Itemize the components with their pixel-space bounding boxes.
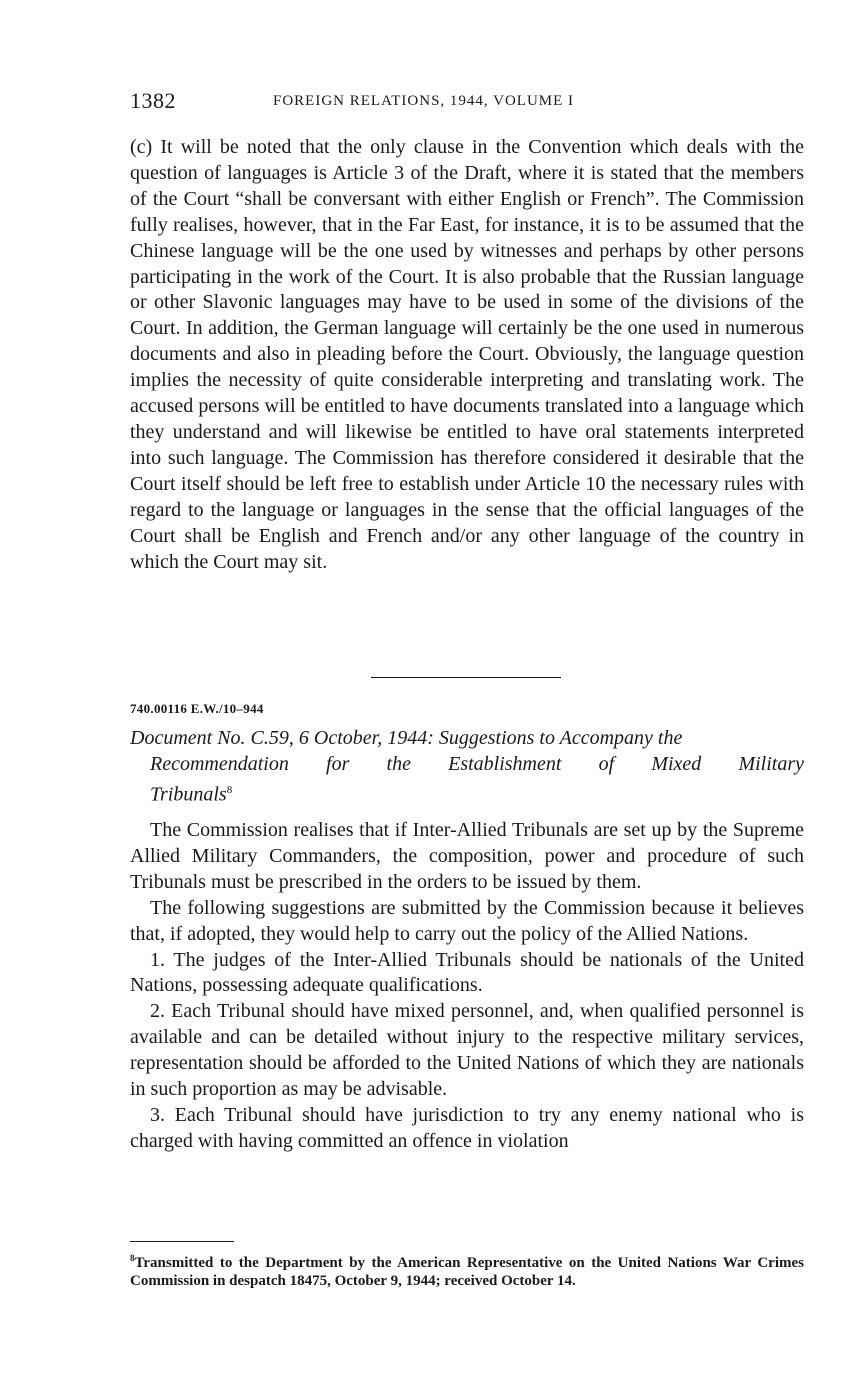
document-title-line-3-text: Tribunals bbox=[150, 783, 227, 806]
suggestion-1: 1. The judges of the Inter-Allied Tribunals should be nationals of the United Nations, possessing adequate qualifications. bbox=[130, 948, 804, 997]
file-reference: 740.00116 E.W./10–944 bbox=[130, 701, 264, 716]
page-number: 1382 bbox=[130, 88, 176, 113]
footnote-reference: 8 bbox=[226, 783, 233, 796]
paragraph-c-label: (c) bbox=[130, 136, 153, 158]
footnote-mark: 8 bbox=[130, 1253, 135, 1263]
document-title-line-3 bbox=[130, 778, 804, 809]
paragraph-c-text: It will be noted that the only clause in the Convention which deals with the question of languages is Article 3 of the Draft, where it is stated that the members of the Court “shall be conversant with either English or French”. The Commission fully realises, however, that in the Far East, for instance, it is to be assumed that the Chinese language will be the one used by witnesses and perhaps by other persons participating in the work of the Court. It is also probable that the Russian language or other Slavonic languages may have to be used in some of the divisions of the Court. In addition, the German language will certainly be the one used in numerous documents and also in pleading before the Court. Obviously, the language question implies the necessity of quite considerable interpreting and translating work. The accused persons will be entitled to have documents translated into a language which they understand and will likewise be entitled to have oral statements interpreted into such language. The Commission has therefore considered it desirable that the Court itself should be left free to establish under Article 10 the necessary rules with regard to the language or languages in the sense that the official languages of the Court shall be English and French and/or any other language of the country in which the Court may sit. bbox=[130, 136, 805, 573]
paragraph-suggestions: The following suggestions are submitted by the Commission because it believes that, if adopted, they would help to carry out the policy of the Allied Nations. bbox=[130, 896, 804, 945]
section-divider bbox=[371, 677, 561, 678]
footnote-divider bbox=[130, 1241, 234, 1242]
running-head: FOREIGN RELATIONS, 1944, VOLUME I bbox=[273, 93, 575, 109]
footnote-text: Transmitted to the Department by the American Representative on the United Nations War Crimes Commission in despatch 18475, October 9, 1944; received October 14. bbox=[130, 1255, 804, 1289]
page-header bbox=[130, 88, 804, 118]
paragraph-c bbox=[130, 135, 804, 575]
document-title bbox=[130, 726, 804, 808]
document-title-line-2: Recommendation for the Establishment of Mixed Military bbox=[150, 752, 804, 775]
footnote bbox=[130, 1250, 804, 1290]
document-title-line-1: Document No. C.59, 6 October, 1944: Suggestions to Accompany the bbox=[130, 727, 683, 749]
paragraph-intro: The Commission realises that if Inter-Allied Tribunals are set up by the Supreme Allied Military Commanders, the composition, power and procedure of such Tribunals must be prescribed in the orders to be issued by them. bbox=[130, 819, 804, 893]
main-body bbox=[130, 818, 804, 1155]
suggestion-3: 3. Each Tribunal should have jurisdiction to try any enemy national who is charged with having committed an offence in violation bbox=[130, 1103, 804, 1152]
suggestion-2: 2. Each Tribunal should have mixed personnel, and, when qualified personnel is available and can be detailed without injury to the respective military services, representation should be afforded to the United Nations of which they are nationals in such proportion as may be advisable. bbox=[130, 1000, 804, 1101]
